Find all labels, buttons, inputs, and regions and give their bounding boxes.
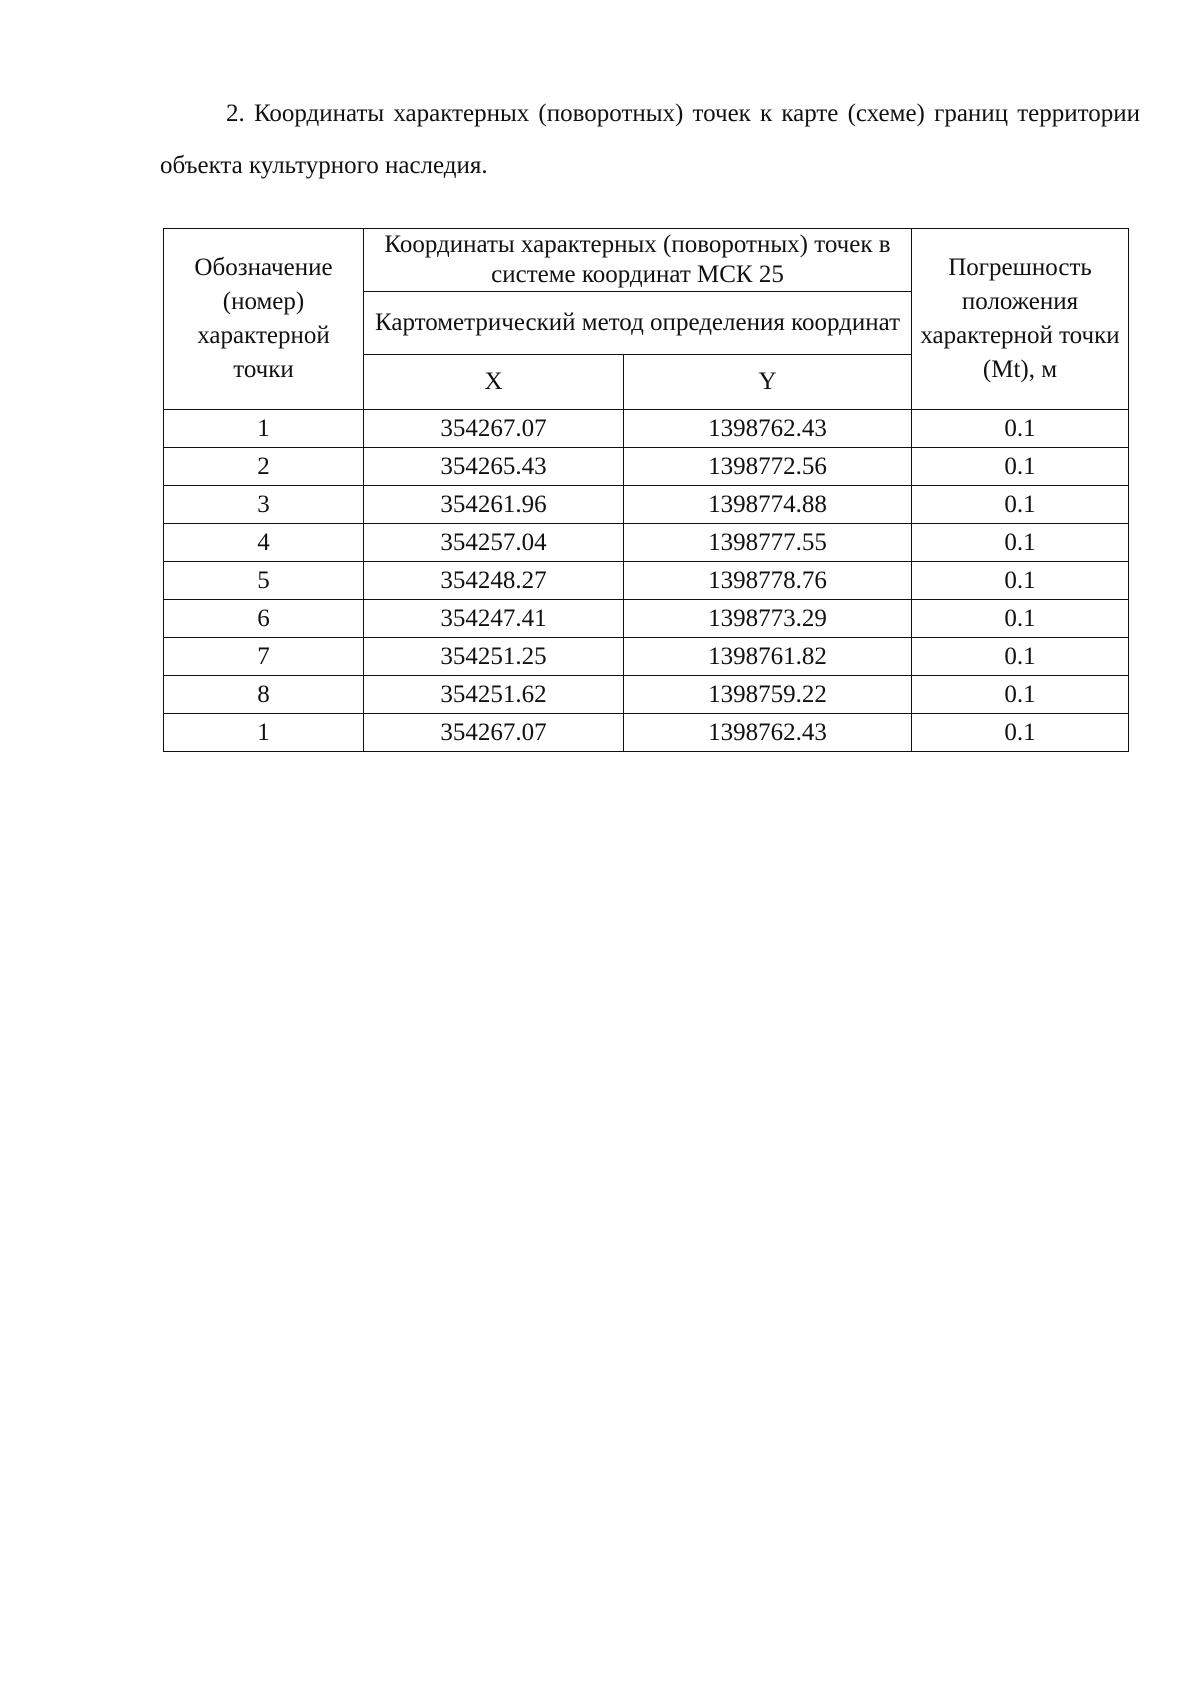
table-row [164, 524, 1129, 562]
cell-point: 8 [164, 676, 364, 714]
cell-error: 0.1 [912, 676, 1129, 714]
cell-x: 354267.07 [364, 410, 624, 448]
cell-y: 1398778.76 [624, 562, 912, 600]
cell-y: 1398759.22 [624, 676, 912, 714]
cell-point: 3 [164, 486, 364, 524]
header-y: Y [624, 355, 912, 410]
header-coords-group: Координаты характерных (поворотных) точек в системе координат МСК 25 [364, 229, 912, 292]
table-body [164, 410, 1129, 752]
cell-point: 7 [164, 638, 364, 676]
cell-error: 0.1 [912, 638, 1129, 676]
cell-point: 4 [164, 524, 364, 562]
table-row [164, 448, 1129, 486]
cell-x: 354261.96 [364, 486, 624, 524]
cell-point: 1 [164, 714, 364, 752]
cell-x: 354247.41 [364, 600, 624, 638]
cell-error: 0.1 [912, 486, 1129, 524]
cell-x: 354265.43 [364, 448, 624, 486]
header-error: Погрешность положения характерной точки (Mt), м [912, 229, 1129, 410]
cell-y: 1398772.56 [624, 448, 912, 486]
table-row [164, 486, 1129, 524]
table-row [164, 410, 1129, 448]
cell-y: 1398761.82 [624, 638, 912, 676]
table-row [164, 600, 1129, 638]
cell-x: 354251.62 [364, 676, 624, 714]
table-row [164, 638, 1129, 676]
cell-error: 0.1 [912, 714, 1129, 752]
cell-error: 0.1 [912, 562, 1129, 600]
cell-point: 6 [164, 600, 364, 638]
coordinates-table [163, 228, 1129, 752]
cell-y: 1398762.43 [624, 410, 912, 448]
cell-x: 354267.07 [364, 714, 624, 752]
cell-x: 354251.25 [364, 638, 624, 676]
cell-error: 0.1 [912, 410, 1129, 448]
cell-y: 1398762.43 [624, 714, 912, 752]
cell-x: 354257.04 [364, 524, 624, 562]
cell-point: 2 [164, 448, 364, 486]
cell-point: 5 [164, 562, 364, 600]
table-row [164, 676, 1129, 714]
table-row [164, 714, 1129, 752]
cell-point: 1 [164, 410, 364, 448]
cell-y: 1398774.88 [624, 486, 912, 524]
cell-error: 0.1 [912, 600, 1129, 638]
section-text: Координаты характерных (поворотных) точек к карте (схеме) границ территории объекта культурного наследия. [160, 100, 1140, 179]
header-designation: Обозначение (номер) характерной точки [164, 229, 364, 410]
cell-y: 1398777.55 [624, 524, 912, 562]
cell-error: 0.1 [912, 524, 1129, 562]
section-number: 2. [226, 100, 245, 127]
header-method: Картометрический метод определения координат [364, 292, 912, 355]
section-intro-paragraph [160, 88, 1140, 192]
cell-error: 0.1 [912, 448, 1129, 486]
cell-x: 354248.27 [364, 562, 624, 600]
header-x: X [364, 355, 624, 410]
table-row [164, 562, 1129, 600]
cell-y: 1398773.29 [624, 600, 912, 638]
